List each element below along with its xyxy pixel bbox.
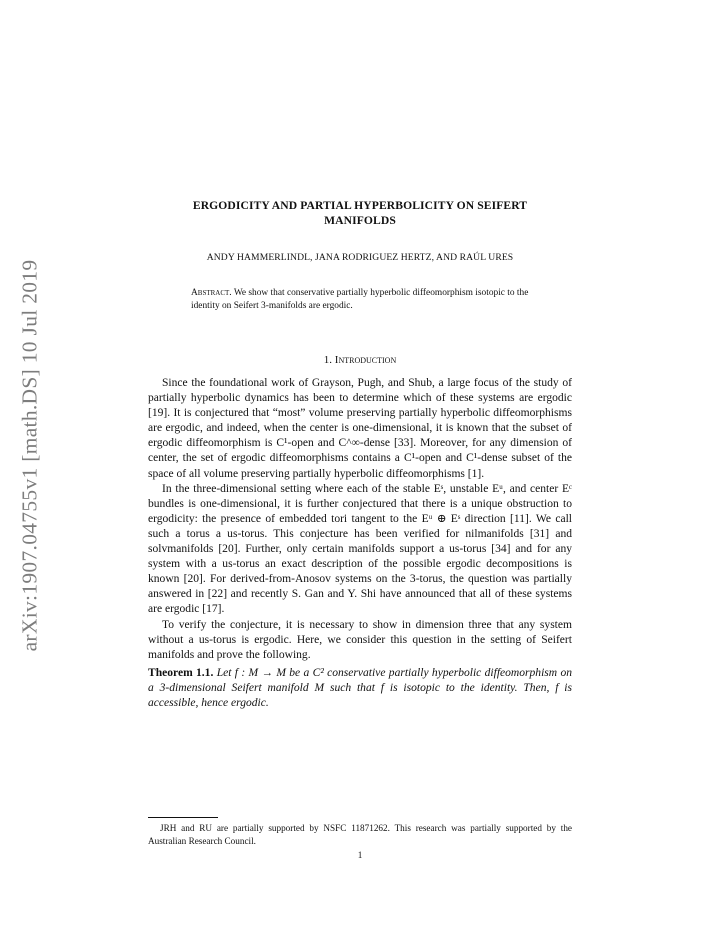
author-list: ANDY HAMMERLINDL, JANA RODRIGUEZ HERTZ, AND RAÚL URES (206, 252, 514, 263)
theorem (148, 666, 572, 711)
abstract-label: Abstract. (191, 288, 232, 298)
theorem-label: Theorem 1.1. (148, 666, 214, 679)
paragraph: Since the foundational work of Grayson, Pugh, and Shub, a large focus of the study of partially hyperbolic dynamics has been to determine which of these systems are ergodic [19]. It is conjectured that “most” volume preserving partially hyperbolic diffeomorphisms are ergodic, and indeed, when the center is one-dimensional, it is known that the subset of ergodic diffeomorphism is C¹-open and C^∞-dense [33]. Moreover, for any dimension of center, the set of ergodic diffeomorphisms contains a C¹-open and C¹-dense subset of the space of all volume preserving partially hyperbolic diffeomorphisms [1]. (148, 377, 572, 480)
arxiv-stamp (8, 240, 52, 670)
section-title: Introduction (334, 354, 397, 366)
section-number: 1. (323, 354, 333, 366)
footnote-rule (148, 817, 218, 818)
footnote-text: JRH and RU are partially supported by NSFC 11871262. This research was partially supported by the Australian Research Council. (148, 823, 572, 846)
title-line-2: MANIFOLDS (324, 214, 396, 227)
section-body (148, 376, 572, 711)
paragraph: In the three-dimensional setting where each of the stable Eˢ, unstable Eᵘ, and center Eᶜ bundles is one-dimensional, it is further conjectured that there is a unique obstruction to ergodicity: the presence of embedded tori tangent to the Eᵘ ⊕ Eˢ direction [11]. We call such a torus a us-torus. This conjecture has been verified for nilmanifolds [31] and solvmanifolds [20]. Further, only certain manifolds support a us-torus [34] and for any system with a us-torus an exact description of the possible ergodic decompositions is known [20]. For derived-from-Anosov systems on the 3-torus, the question was partially answered in [22] and recently S. Gan and Y. Shi have announced that all of these systems are ergodic [17]. (148, 482, 572, 616)
title-line-1: ERGODICITY AND PARTIAL HYPERBOLICITY ON SEIFERT (192, 199, 528, 212)
page-number: 1 (357, 850, 363, 860)
arxiv-stamp-text: arXiv:1907.04755v1 [math.DS] 10 Jul 2019 (17, 259, 42, 651)
paragraph: To verify the conjecture, it is necessary to show in dimension three that any system without a us-torus is ergodic. Here, we consider this question in the setting of Seifert manifolds and prove the following. (148, 618, 572, 661)
paper-title (148, 198, 572, 228)
abstract (191, 287, 541, 312)
theorem-statement: Let f : M → M be a C² conservative partially hyperbolic diffeomorphism on a 3-dimensional Seifert manifold M such that f is isotopic to the identity. Then, f is accessible, hence ergodic. (148, 666, 573, 709)
section-heading (148, 354, 572, 366)
footnote (148, 822, 572, 847)
abstract-text: We show that conservative partially hyperbolic diffeomorphism isotopic to the identity on Seifert 3-manifolds are ergodic. (191, 288, 529, 311)
